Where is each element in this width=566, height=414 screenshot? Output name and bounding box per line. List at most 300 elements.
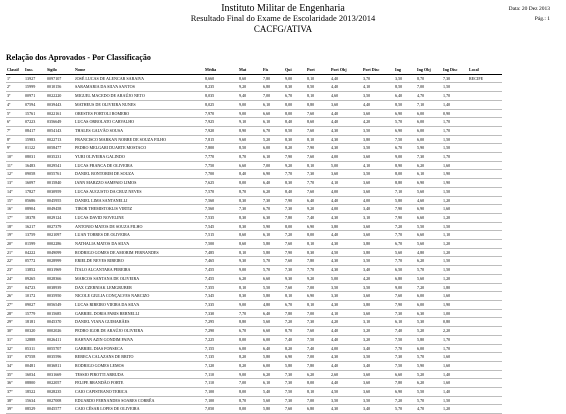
table-cell: 7,00: [416, 83, 442, 92]
table-cell: 3,50: [330, 283, 362, 292]
table-cell: 0,90: [442, 109, 468, 118]
table-cell: 7,535: [204, 213, 238, 222]
table-cell: 3,50: [362, 353, 394, 362]
table-cell: 16217: [24, 222, 46, 231]
table-cell: 8,90: [394, 161, 416, 170]
table-cell: 8,30: [238, 222, 262, 231]
table-cell: 5,90: [262, 222, 284, 231]
table-cell: 3,50: [330, 396, 362, 405]
table-cell: 0049458: [46, 205, 74, 214]
table-cell: 7,20: [416, 283, 442, 292]
table-cell: 4,50: [330, 248, 362, 257]
column-header: Nome: [74, 66, 204, 74]
table-cell: 8,40: [238, 170, 262, 179]
table-cell: [468, 179, 502, 188]
table-cell: 0045955: [46, 196, 74, 205]
table-row: [6, 388, 502, 397]
table-cell: 0035596: [46, 353, 74, 362]
table-cell: 9,00: [238, 370, 262, 379]
table-cell: 8,50: [238, 144, 262, 153]
table-cell: 8,20: [284, 344, 306, 353]
table-cell: 4,40: [330, 335, 362, 344]
table-cell: 1,40: [442, 100, 468, 109]
table-cell: [468, 327, 502, 336]
table-cell: 7,355: [204, 283, 238, 292]
table-cell: 18378: [24, 213, 46, 222]
table-cell: 13927: [24, 74, 46, 83]
table-cell: [468, 83, 502, 92]
table-cell: 7,40: [284, 335, 306, 344]
table-cell: ERIELDE NEVES RIBEIRO: [74, 257, 204, 266]
table-cell: 16º: [6, 205, 24, 214]
table-cell: 7,560: [204, 205, 238, 214]
table-cell: 07558: [24, 353, 46, 362]
column-header: Insc.: [24, 66, 46, 74]
table-cell: 14º: [6, 187, 24, 196]
table-cell: 7,80: [284, 309, 306, 318]
table-cell: 8,035: [204, 92, 238, 101]
table-cell: 0029541: [46, 161, 74, 170]
table-cell: 8,30: [284, 83, 306, 92]
table-cell: 3,10: [362, 318, 394, 327]
report-header: [0, 0, 566, 40]
table-cell: 6,40: [262, 344, 284, 353]
table-cell: 3,60: [330, 100, 362, 109]
table-cell: 31º: [6, 335, 24, 344]
table-row: [6, 179, 502, 188]
table-cell: 0022057: [46, 379, 74, 388]
table-cell: 4,70: [416, 92, 442, 101]
table-cell: [468, 118, 502, 127]
table-cell: 05772: [24, 257, 46, 266]
table-row: [6, 100, 502, 109]
table-cell: [468, 92, 502, 101]
table-cell: 0022161: [46, 109, 74, 118]
table-cell: 8,660: [204, 74, 238, 83]
table-row: [6, 274, 502, 283]
table-cell: 30º: [6, 327, 24, 336]
table-cell: 3,80: [362, 248, 394, 257]
table-cell: 38º: [6, 396, 24, 405]
table-cell: 8,10: [306, 74, 330, 83]
table-cell: 4,30: [330, 126, 362, 135]
table-cell: [468, 309, 502, 318]
table-cell: 3,50: [362, 283, 394, 292]
table-cell: 6,80: [262, 83, 284, 92]
table-cell: CAIO CÉSAR LOPES DE OLIVEIRA: [74, 405, 204, 414]
table-cell: 6,90: [284, 353, 306, 362]
table-cell: 05686: [24, 196, 46, 205]
table-cell: 6,00: [416, 135, 442, 144]
table-cell: DANIEL BONTORIM DE SOUZA: [74, 170, 204, 179]
table-cell: 9,00: [284, 74, 306, 83]
table-cell: 6,10: [262, 153, 284, 162]
table-cell: 7,100: [204, 388, 238, 397]
table-cell: 7,110: [204, 379, 238, 388]
table-cell: 7,40: [394, 327, 416, 336]
table-cell: [468, 274, 502, 283]
table-cell: 1º: [6, 74, 24, 83]
table-cell: 6,70: [394, 144, 416, 153]
table-cell: 8,10: [306, 240, 330, 249]
table-cell: 4,30: [330, 266, 362, 275]
table-cell: 7,60: [284, 283, 306, 292]
table-cell: 8,50: [394, 83, 416, 92]
table-row: [6, 222, 502, 231]
table-cell: RODRIGO GOMES DE AMORIM FERNANDES: [74, 248, 204, 257]
table-cell: 9,00: [238, 266, 262, 275]
table-cell: 5,50: [416, 388, 442, 397]
table-cell: 7,70: [394, 344, 416, 353]
table-cell: 5,80: [262, 353, 284, 362]
table-row: [6, 335, 502, 344]
table-cell: 8,30: [238, 213, 262, 222]
column-header: Local: [468, 66, 502, 74]
table-cell: DAX CZERNIAK LEMGRUBER: [74, 283, 204, 292]
table-cell: 16483: [24, 161, 46, 170]
table-cell: 1,90: [442, 300, 468, 309]
table-row: [6, 109, 502, 118]
table-cell: 8,60: [238, 231, 262, 240]
table-cell: 7,80: [306, 361, 330, 370]
table-cell: 7,60: [394, 292, 416, 301]
table-cell: 21º: [6, 248, 24, 257]
table-cell: 33º: [6, 353, 24, 362]
table-cell: [468, 361, 502, 370]
table-cell: 7,00: [306, 283, 330, 292]
table-cell: 7,800: [204, 144, 238, 153]
table-cell: 9,30: [238, 257, 262, 266]
table-cell: 7,30: [238, 205, 262, 214]
table-cell: [468, 205, 502, 214]
table-cell: 0002286: [46, 240, 74, 249]
table-cell: 0028366: [46, 274, 74, 283]
table-cell: 1,70: [442, 118, 468, 127]
table-cell: 6,70: [284, 300, 306, 309]
table-cell: 1,60: [442, 361, 468, 370]
table-cell: [468, 396, 502, 405]
table-cell: [468, 405, 502, 414]
table-cell: 19º: [6, 231, 24, 240]
table-cell: JOSÉ LUCAS DE ALENCAR SARAIVA: [74, 74, 204, 83]
table-cell: 5,20: [262, 135, 284, 144]
table-cell: 7,30: [394, 353, 416, 362]
table-cell: 8,70: [238, 153, 262, 162]
table-cell: 7,60: [306, 153, 330, 162]
table-cell: 6,00: [262, 335, 284, 344]
table-cell: 1,50: [442, 396, 468, 405]
table-cell: 18181: [24, 318, 46, 327]
table-row: [6, 344, 502, 353]
table-cell: 5,80: [262, 405, 284, 414]
table-cell: 5,50: [416, 222, 442, 231]
table-cell: 5,90: [416, 144, 442, 153]
table-cell: 4,80: [262, 300, 284, 309]
table-cell: 15779: [24, 309, 46, 318]
table-cell: 8,70: [238, 187, 262, 196]
table-row: [6, 170, 502, 179]
table-cell: 6,00: [262, 144, 284, 153]
table-cell: 7,80: [262, 74, 284, 83]
table-cell: 0010156: [46, 83, 74, 92]
table-cell: 8,30: [284, 179, 306, 188]
table-cell: 0021097: [46, 231, 74, 240]
table-cell: NICOLE GIULIA CONÇALVES NARCIZO: [74, 292, 204, 301]
table-cell: 15º: [6, 196, 24, 205]
table-cell: 6,90: [416, 179, 442, 188]
table-cell: PEDRO MELGARI DUARTE MOSTACO: [74, 144, 204, 153]
table-cell: 6,60: [262, 274, 284, 283]
table-cell: 29º: [6, 318, 24, 327]
table-cell: 5,80: [262, 248, 284, 257]
table-cell: 6,60: [416, 213, 442, 222]
table-cell: 9,20: [238, 83, 262, 92]
table-cell: 8,70: [238, 396, 262, 405]
table-cell: 7,30: [416, 153, 442, 162]
table-cell: [468, 144, 502, 153]
table-cell: 0097107: [46, 74, 74, 83]
table-cell: DANIEL VIANA GUIMARÃES: [74, 318, 204, 327]
table-cell: 3,80: [330, 222, 362, 231]
table-cell: 7,80: [306, 257, 330, 266]
table-cell: 7,560: [204, 196, 238, 205]
table-cell: 3,40: [362, 266, 394, 275]
table-cell: 8,80: [306, 100, 330, 109]
table-cell: 4,10: [362, 161, 394, 170]
table-cell: RODRIGO GOMES LEMOS: [74, 361, 204, 370]
table-cell: 18º: [6, 222, 24, 231]
table-cell: 4,20: [330, 318, 362, 327]
table-cell: 0058477: [46, 144, 74, 153]
table-cell: 9,20: [306, 205, 330, 214]
table-cell: CAIO CAPISTRANO TEBICA: [74, 388, 204, 397]
table-cell: 11º: [6, 161, 24, 170]
table-cell: 8,20: [238, 353, 262, 362]
table-cell: 7,815: [204, 135, 238, 144]
table-cell: 1,60: [442, 205, 468, 214]
table-cell: 08031: [24, 153, 46, 162]
table-cell: 1,40: [442, 388, 468, 397]
table-cell: 3,80: [362, 300, 394, 309]
table-cell: 08529: [24, 405, 46, 414]
table-row: [6, 83, 502, 92]
table-cell: 7,465: [204, 257, 238, 266]
table-cell: 0028999: [46, 257, 74, 266]
table-cell: 0049099: [46, 248, 74, 257]
table-cell: 8,10: [306, 300, 330, 309]
table-cell: 8,00: [306, 231, 330, 240]
table-cell: 6,00: [416, 118, 442, 127]
table-row: [6, 370, 502, 379]
table-cell: 15983: [24, 135, 46, 144]
table-cell: 8,10: [306, 161, 330, 170]
table-cell: 8,50: [284, 126, 306, 135]
table-cell: 4,40: [330, 361, 362, 370]
table-cell: 07223: [24, 118, 46, 127]
table-cell: 5,00: [330, 274, 362, 283]
table-cell: 08800: [24, 379, 46, 388]
table-cell: 6,10: [416, 170, 442, 179]
table-cell: 4,20: [362, 118, 394, 127]
table-cell: 1,60: [442, 353, 468, 362]
table-cell: [468, 126, 502, 135]
table-cell: 4,30: [330, 213, 362, 222]
table-row: [6, 126, 502, 135]
table-cell: 7,90: [284, 196, 306, 205]
table-cell: 8,10: [238, 248, 262, 257]
table-cell: LUCAS RIBEIRO VIEIRA DA SILVA: [74, 300, 204, 309]
table-cell: 0027379: [46, 222, 74, 231]
table-cell: 9,00: [394, 283, 416, 292]
table-cell: 36º: [6, 379, 24, 388]
table-cell: 1,60: [442, 161, 468, 170]
table-cell: 0056549: [46, 300, 74, 309]
table-cell: 0,80: [442, 318, 468, 327]
table-cell: 2,60: [330, 370, 362, 379]
table-cell: 18522: [24, 388, 46, 397]
table-cell: 1,90: [442, 179, 468, 188]
table-cell: 5,60: [416, 274, 442, 283]
table-cell: [468, 240, 502, 249]
table-cell: 4,00: [330, 344, 362, 353]
table-cell: 3,60: [362, 292, 394, 301]
table-cell: 3º: [6, 92, 24, 101]
table-cell: 8,40: [284, 187, 306, 196]
table-cell: 7,100: [204, 396, 238, 405]
table-cell: 8º: [6, 135, 24, 144]
table-cell: 6,70: [262, 205, 284, 214]
table-cell: 01599: [24, 240, 46, 249]
table-cell: 6,60: [262, 327, 284, 336]
table-row: [6, 353, 502, 362]
table-cell: 1,70: [442, 126, 468, 135]
table-cell: 8,00: [238, 179, 262, 188]
table-cell: DANIEL LIMA SANTANELLI: [74, 196, 204, 205]
table-cell: 7,60: [306, 126, 330, 135]
table-cell: 6,10: [262, 118, 284, 127]
table-cell: 7,570: [204, 187, 238, 196]
table-cell: 0027008: [46, 396, 74, 405]
table-cell: 4,40: [330, 231, 362, 240]
table-cell: 8,10: [306, 388, 330, 397]
table-cell: 10172: [24, 292, 46, 301]
table-cell: 3,60: [362, 231, 394, 240]
table-cell: 4,00: [330, 205, 362, 214]
table-cell: 0031969: [46, 266, 74, 275]
table-cell: 12º: [6, 170, 24, 179]
table-cell: 1,80: [442, 283, 468, 292]
table-cell: ORESTES FORTOLI ROMERO: [74, 109, 204, 118]
column-header: Port Disc: [362, 66, 394, 74]
table-cell: 5,90: [416, 361, 442, 370]
table-cell: 3,70: [362, 74, 394, 83]
table-cell: 4,30: [330, 300, 362, 309]
table-cell: 6,10: [262, 379, 284, 388]
table-cell: 7,90: [284, 248, 306, 257]
table-cell: 23º: [6, 266, 24, 275]
table-cell: 3,50: [362, 144, 394, 153]
table-cell: 5,70: [394, 118, 416, 127]
table-cell: 4,40: [330, 109, 362, 118]
table-cell: 8,00: [284, 222, 306, 231]
table-cell: 7,970: [204, 109, 238, 118]
table-cell: 4,40: [330, 196, 362, 205]
table-cell: [468, 257, 502, 266]
table-cell: 7,00: [262, 161, 284, 170]
table-cell: 0015840: [46, 179, 74, 188]
table-cell: 5,30: [416, 318, 442, 327]
table-cell: 9,00: [394, 153, 416, 162]
table-cell: 3,50: [362, 257, 394, 266]
table-cell: [468, 318, 502, 327]
table-cell: 5,80: [394, 196, 416, 205]
table-cell: 5,80: [262, 292, 284, 301]
table-cell: 3,40: [362, 361, 394, 370]
table-cell: [468, 388, 502, 397]
column-header: Ing Disc: [442, 66, 468, 74]
table-cell: LUCAS AUGUSTO DA CRUZ NEVES: [74, 187, 204, 196]
table-cell: 6,00: [262, 361, 284, 370]
table-cell: 7,330: [204, 309, 238, 318]
table-cell: 7,30: [284, 266, 306, 275]
table-cell: 37º: [6, 388, 24, 397]
table-row: [6, 309, 502, 318]
table-cell: 3,60: [362, 222, 394, 231]
table-cell: [468, 109, 502, 118]
table-cell: 8,60: [306, 118, 330, 127]
table-cell: 2,20: [442, 327, 468, 336]
table-cell: LUCAS DAVID NOVELINE: [74, 213, 204, 222]
results-table: [6, 66, 502, 414]
table-cell: 8,60: [238, 74, 262, 83]
table-cell: 3,80: [362, 240, 394, 249]
table-cell: 3,50: [394, 74, 416, 83]
table-cell: 5,00: [330, 161, 362, 170]
table-cell: PEDRO IGOR DE ARAÚJO OLIVEIRA: [74, 327, 204, 336]
table-row: [6, 292, 502, 301]
table-cell: 7,295: [204, 318, 238, 327]
table-cell: 25º: [6, 283, 24, 292]
table-cell: 9,40: [238, 92, 262, 101]
table-cell: 6,30: [416, 309, 442, 318]
table-cell: 1,70: [442, 153, 468, 162]
table-cell: [468, 153, 502, 162]
table-header-row: [6, 66, 502, 74]
table-cell: 6,20: [416, 257, 442, 266]
table-cell: 8,00: [306, 379, 330, 388]
table-cell: 4,00: [330, 153, 362, 162]
table-cell: 3,60: [362, 309, 394, 318]
table-cell: 7,40: [306, 344, 330, 353]
table-cell: 7,00: [262, 92, 284, 101]
table-cell: 6,70: [238, 327, 262, 336]
table-cell: 1,70: [442, 335, 468, 344]
table-row: [6, 74, 502, 83]
table-cell: 3,40: [362, 205, 394, 214]
table-cell: [468, 213, 502, 222]
table-cell: 8,00: [284, 100, 306, 109]
table-cell: 4,20: [362, 274, 394, 283]
table-cell: 6,00: [416, 300, 442, 309]
column-header: Sigilo: [46, 66, 74, 74]
table-cell: 7,70: [394, 257, 416, 266]
table-cell: 27º: [6, 300, 24, 309]
table-cell: 5,70: [416, 396, 442, 405]
table-cell: 1,40: [442, 370, 468, 379]
table-cell: 4,30: [330, 405, 362, 414]
table-cell: 7º: [6, 126, 24, 135]
table-cell: 8,50: [394, 100, 416, 109]
